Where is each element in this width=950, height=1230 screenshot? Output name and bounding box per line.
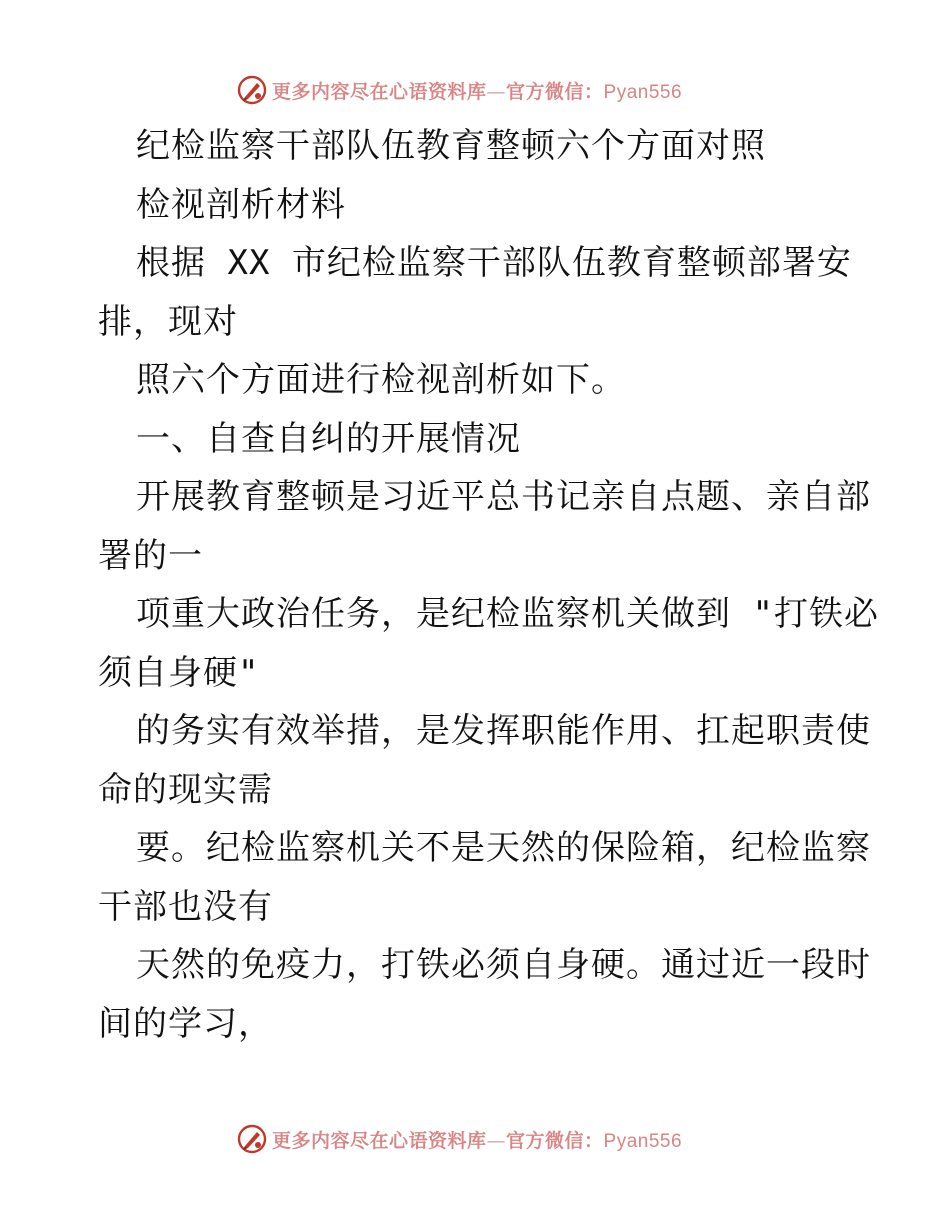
text-line: 一、自查自纠的开展情况	[136, 418, 521, 459]
watermark-dash: —	[486, 1129, 507, 1152]
watermark-dash: —	[486, 80, 507, 103]
watermark-account: Pyan556	[603, 1130, 683, 1152]
footer-watermark	[236, 1122, 682, 1156]
text-line: 天然的免疫力，打铁必须自身硬。通过近一段时	[136, 945, 871, 985]
text-line: 检视剖析材料	[136, 184, 346, 225]
text-line: 排，现对	[98, 301, 238, 342]
header-watermark	[236, 73, 682, 107]
text-line: 要。纪检监察机关不是天然的保险箱，纪检监察	[136, 828, 871, 868]
watermark-title: 更多内容尽在心语资料库	[272, 1129, 487, 1152]
watermark-official: 官方微信：	[506, 1129, 604, 1152]
text-line: 间的学习，	[98, 1003, 273, 1044]
text-line: 的务实有效举措，是发挥职能作用、扛起职责使	[136, 711, 871, 751]
watermark-text	[272, 77, 682, 104]
text-line: 开展教育整顿是习近平总书记亲自点题、亲自部	[136, 477, 871, 517]
text-line: 纪检监察干部队伍教育整顿六个方面对照	[136, 126, 766, 166]
pen-logo-icon	[236, 74, 268, 106]
document-body	[98, 117, 879, 1053]
text-line: 须自身硬"	[98, 652, 260, 693]
text-line: 照六个方面进行检视剖析如下。	[136, 360, 626, 400]
text-line: 干部也没有	[98, 886, 273, 927]
watermark-official: 官方微信：	[506, 80, 604, 103]
pen-logo-icon	[236, 1123, 268, 1155]
watermark-title: 更多内容尽在心语资料库	[272, 80, 487, 103]
text-line: 署的一	[98, 535, 203, 576]
watermark-account: Pyan556	[603, 81, 683, 103]
watermark-text	[272, 1126, 682, 1153]
text-line: 根据 XX 市纪检监察干部队伍教育整顿部署安	[136, 243, 852, 283]
text-line: 项重大政治任务，是纪检监察机关做到 "打铁必	[136, 594, 879, 634]
text-line: 命的现实需	[98, 769, 273, 810]
